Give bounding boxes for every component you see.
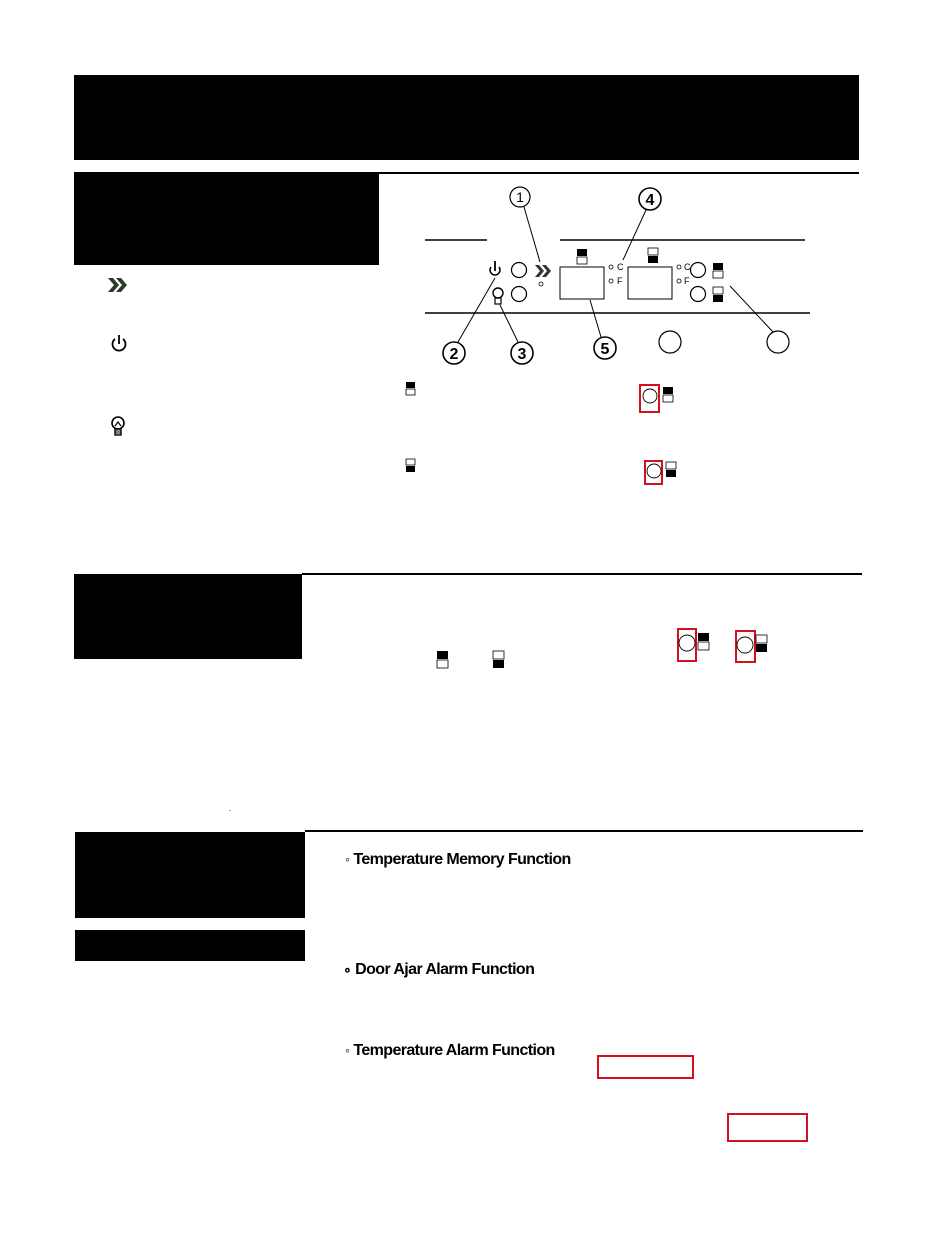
- callout-blank-2: [767, 331, 789, 353]
- section-features-rule: [305, 830, 863, 832]
- zone-upper-indicator: [405, 381, 417, 397]
- heading-temperature-memory: ◦ Temperature Memory Function: [345, 851, 571, 868]
- svg-text:1: 1: [516, 189, 524, 205]
- fast-chill-icon: [108, 277, 130, 293]
- heading-temperature-alarm: ◦ Temperature Alarm Function: [345, 1042, 555, 1059]
- power-icon: [110, 333, 128, 353]
- section-temperature-setting-rule: [302, 573, 862, 575]
- heading-door-ajar-alarm: ∘ Door Ajar Alarm Function: [343, 961, 535, 978]
- section-features-header: [75, 832, 305, 918]
- svg-text:3: 3: [517, 346, 527, 363]
- lower-zone-button-icon: [645, 461, 681, 483]
- light-bulb-icon: [110, 416, 126, 438]
- svg-text:2: 2: [449, 346, 459, 363]
- section-features-subheader: [75, 930, 305, 961]
- svg-text:F: F: [684, 276, 690, 286]
- lower-zone-indicator-inline: [492, 650, 506, 670]
- zone-lower-indicator: [405, 458, 417, 474]
- svg-text:C: C: [684, 262, 691, 272]
- callout-2: [443, 342, 465, 364]
- stray-dot: .: [229, 804, 232, 813]
- svg-text:5: 5: [600, 341, 610, 358]
- upper-zone-indicator-inline: [436, 650, 450, 670]
- callout-3: [511, 342, 533, 364]
- upper-set-button-icon: [678, 631, 714, 655]
- svg-text:F: F: [617, 276, 623, 286]
- svg-text:C: C: [617, 262, 624, 272]
- callout-1: [510, 187, 530, 207]
- section-control-panel-rule: [379, 172, 859, 174]
- section-temperature-setting-header: [74, 574, 302, 659]
- upper-zone-button-icon: [640, 386, 678, 408]
- title-banner: [74, 75, 859, 160]
- section-control-panel-header: [74, 172, 379, 265]
- temp-alarm-highlight-1: [597, 1055, 694, 1079]
- svg-text:4: 4: [645, 192, 655, 209]
- temp-alarm-highlight-2: [727, 1113, 808, 1142]
- callout-blank-1: [659, 331, 681, 353]
- control-panel-diagram: [420, 180, 820, 370]
- callout-5: [594, 337, 616, 359]
- lower-set-button-icon: [736, 633, 772, 657]
- callout-4: [639, 188, 661, 210]
